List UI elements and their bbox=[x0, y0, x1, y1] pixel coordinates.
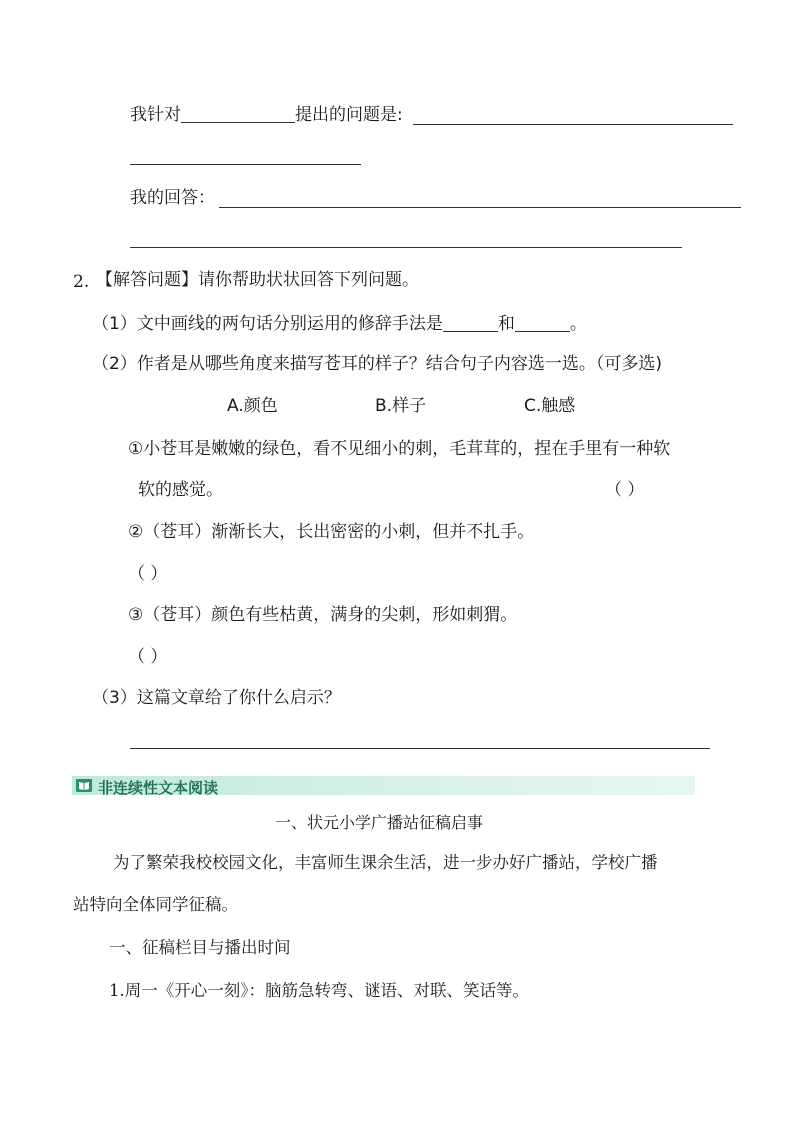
answer-line[interactable] bbox=[130, 247, 682, 248]
item-1-line-1: ①小苍耳是嫩嫩的绿色，看不见细小的刺，毛茸茸的，捏在手里有一种软 bbox=[128, 439, 671, 459]
section-banner bbox=[72, 776, 695, 795]
answer-line[interactable] bbox=[130, 748, 710, 749]
question-mid: 提出的问题是: bbox=[295, 105, 403, 125]
notice-sub-heading: 一、征稿栏目与播出时间 bbox=[109, 938, 291, 957]
banner-label: 非连续性文本阅读 bbox=[98, 779, 219, 797]
sub-question-2: （2）作者是从哪些角度来描写苍耳的样子？结合句子内容选一选。（可多选) bbox=[92, 354, 662, 374]
answer-label: 我的回答： bbox=[130, 188, 215, 208]
answer-paren-2[interactable]: （ ） bbox=[128, 564, 168, 584]
notice-item-1: 1.周一《开心一刻》：脑筋急转弯、谜语、对联、笑话等。 bbox=[109, 981, 529, 1000]
answer-paren-3[interactable]: （ ） bbox=[128, 647, 168, 667]
sub-number: （2） bbox=[92, 354, 137, 374]
answer-line[interactable] bbox=[413, 124, 733, 125]
item-3: ③（苍耳）颜色有些枯黄，满身的尖刺，形如刺猬。 bbox=[128, 605, 518, 625]
answer-line[interactable] bbox=[219, 207, 741, 208]
notice-paragraph-line-2: 站特向全体同学征稿。 bbox=[73, 895, 238, 914]
notice-heading: 一、状元小学广播站征稿启事 bbox=[275, 813, 484, 832]
question-number: 2. bbox=[73, 272, 90, 292]
option-a: A.颜色 bbox=[227, 396, 278, 416]
blank-target[interactable] bbox=[181, 121, 295, 123]
question-prompt-line bbox=[130, 107, 403, 124]
item-2: ②（苍耳）渐渐长大，长出密密的小刺，但并不扎手。 bbox=[128, 522, 535, 542]
item-1-line-2: 软的感觉。 bbox=[138, 480, 223, 500]
question-prefix: 我针对 bbox=[130, 105, 181, 125]
book-icon bbox=[76, 779, 92, 792]
option-b: B.样子 bbox=[375, 396, 427, 416]
answer-line[interactable] bbox=[130, 164, 361, 165]
sub-number: （1） bbox=[92, 314, 137, 334]
notice-paragraph-line-1: 为了繁荣我校校园文化，丰富师生课余生活，进一步办好广播站，学校广播 bbox=[113, 853, 658, 872]
option-c: C.触感 bbox=[524, 396, 576, 416]
blank-rhetoric-1[interactable] bbox=[443, 330, 498, 332]
sub-question-1: （1）文中画线的两句话分别运用的修辞手法是 和 。 bbox=[92, 314, 587, 334]
sub-number: （3） bbox=[92, 688, 137, 708]
sub-question-3: （3）这篇文章给了你什么启示？ bbox=[92, 688, 341, 708]
answer-paren-1[interactable]: （ ） bbox=[605, 480, 645, 500]
blank-rhetoric-2[interactable] bbox=[515, 330, 570, 332]
question-title: 【解答问题】请你帮助状状回答下列问题。 bbox=[96, 270, 419, 290]
